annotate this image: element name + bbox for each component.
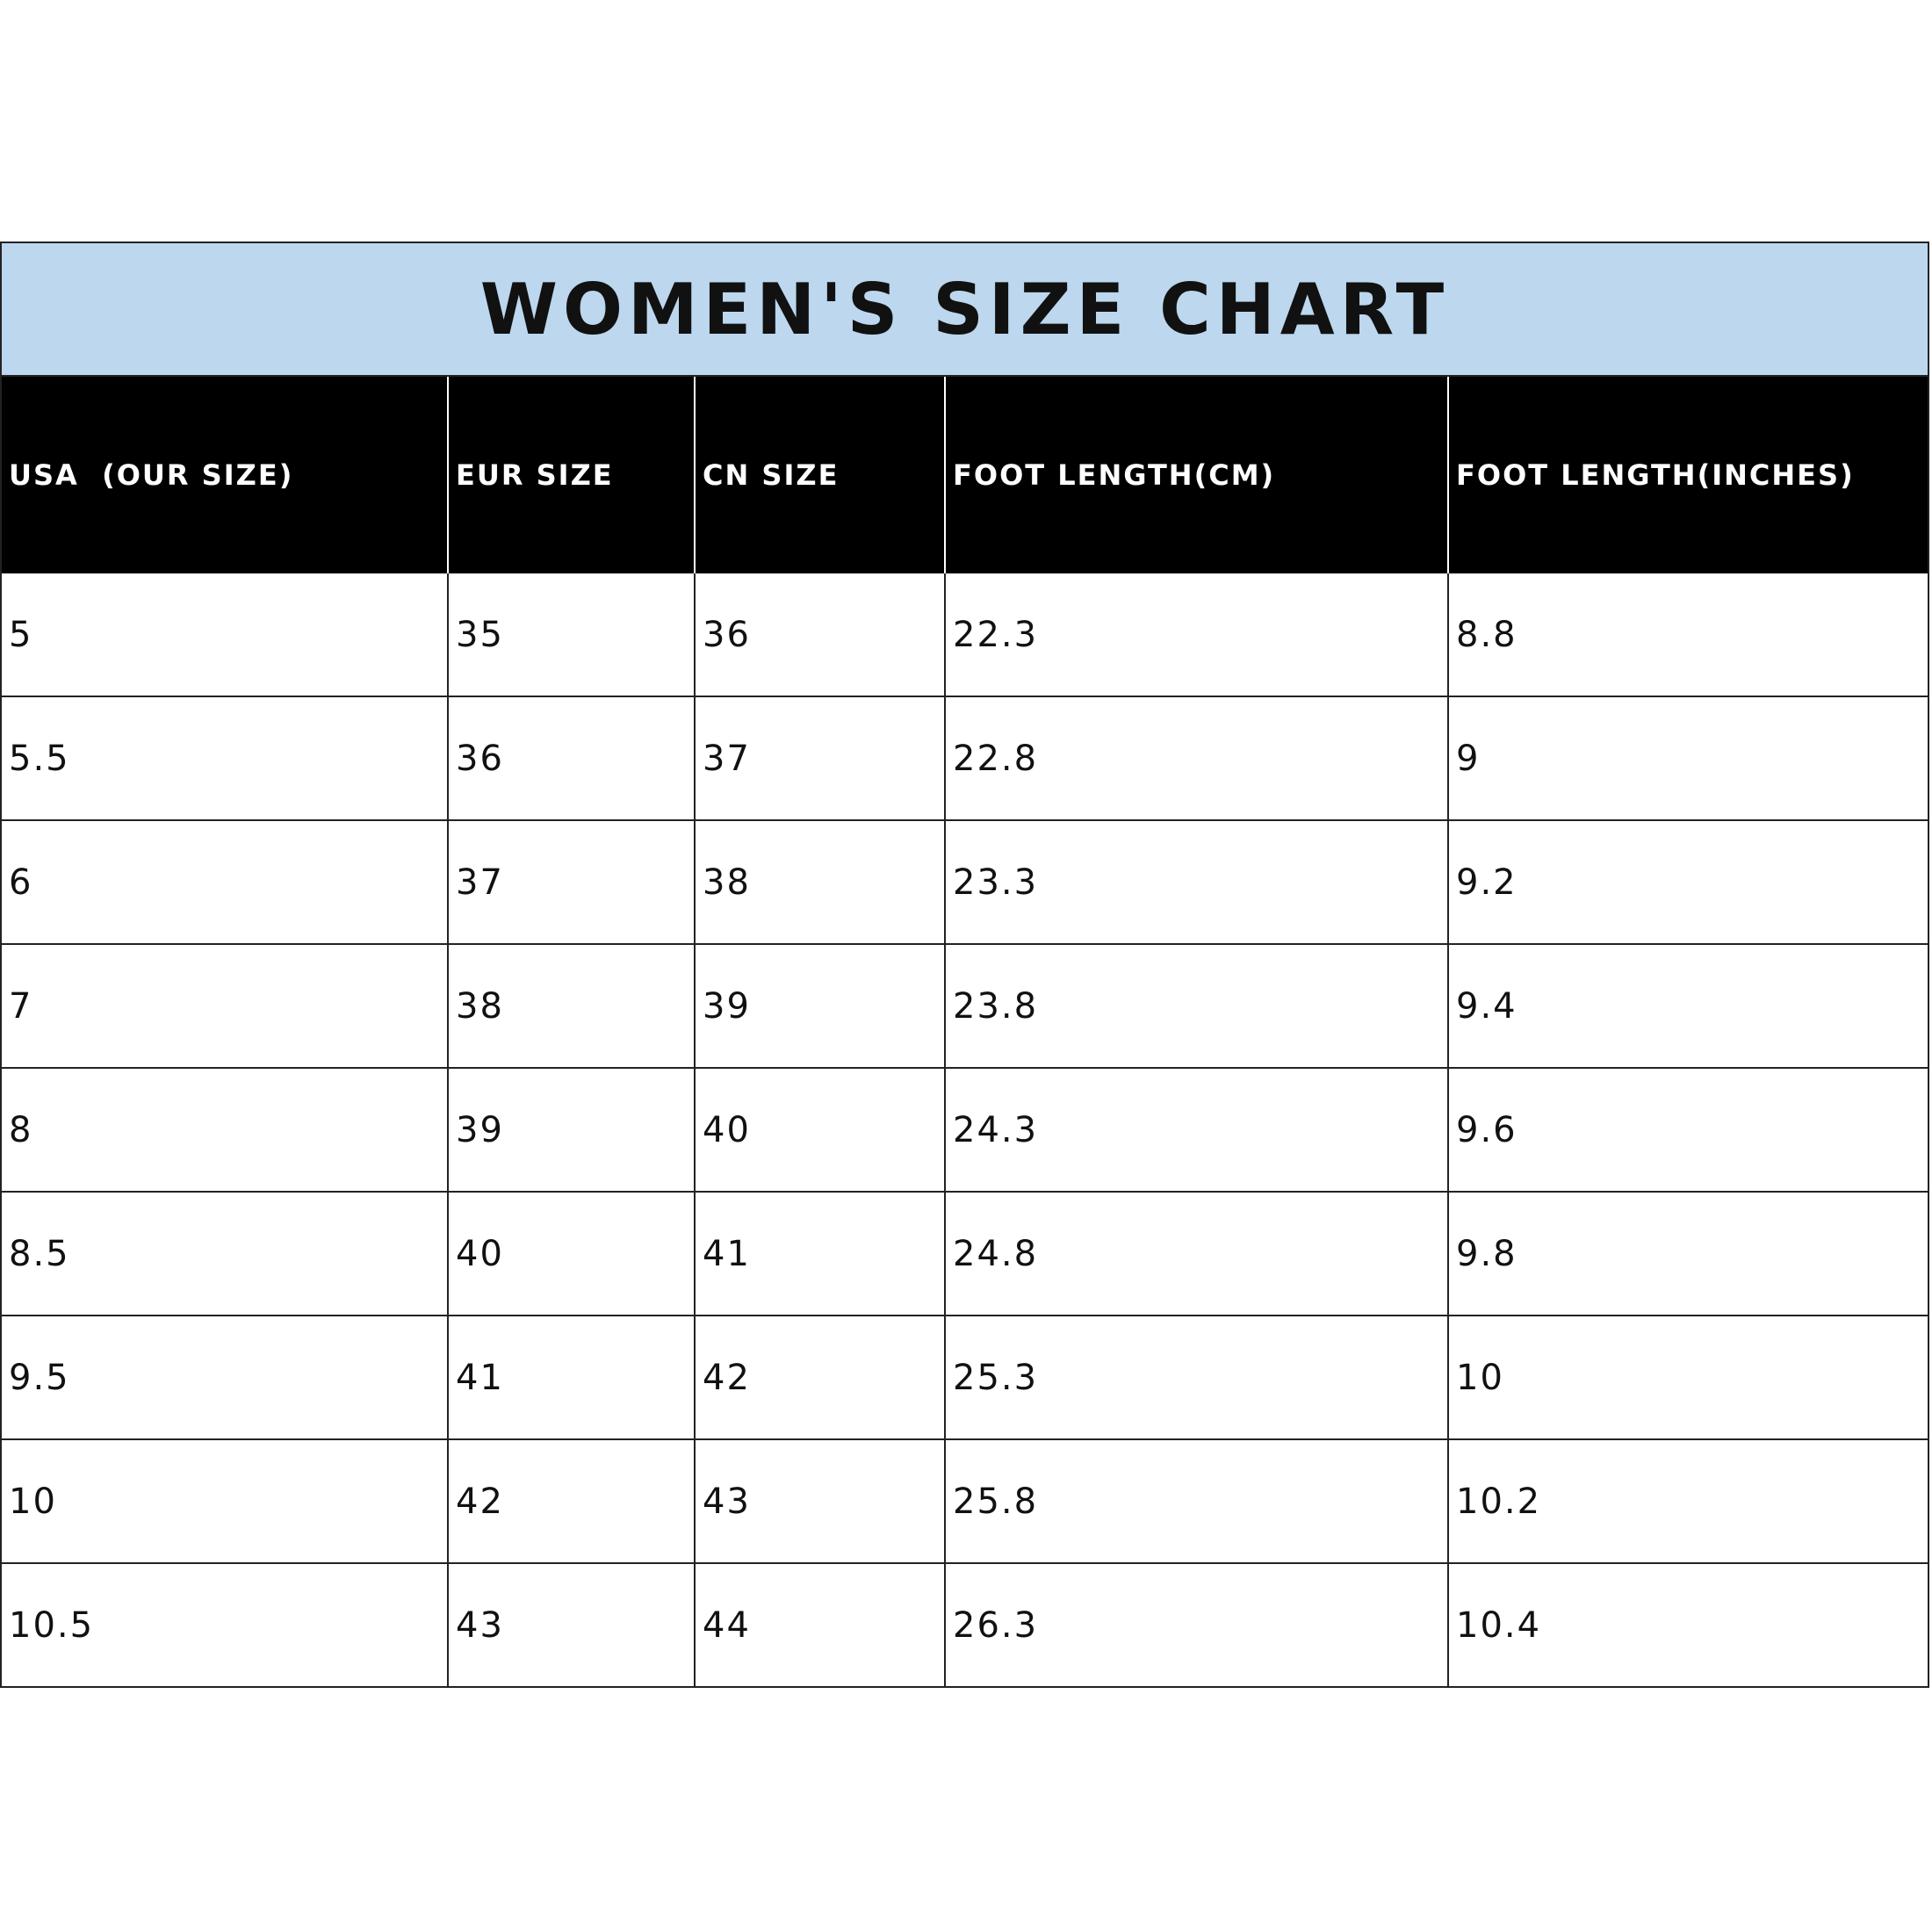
usa-size-cell: 9.5 [2,1316,448,1439]
column-header-foot-length-inches: FOOT LENGTH(INCHES) [1448,377,1928,573]
usa-size-cell: 10 [2,1439,448,1563]
foot-length-cm-cell: 23.3 [945,820,1448,944]
column-header-foot-length-cm: FOOT LENGTH(CM) [945,377,1448,573]
table-row [2,1068,1928,1192]
eur-size-cell: 42 [448,1439,695,1563]
cn-size-cell: 39 [695,944,945,1068]
eur-size-cell: 40 [448,1192,695,1316]
column-header-usa-size: USA (OUR SIZE) [2,377,448,573]
size-chart [0,242,1929,1688]
table-row [2,696,1928,820]
cn-size-cell: 41 [695,1192,945,1316]
cn-size-cell: 38 [695,820,945,944]
foot-length-cm-cell: 23.8 [945,944,1448,1068]
table-body [2,573,1928,1686]
table-header [2,377,1928,573]
eur-size-cell: 41 [448,1316,695,1439]
foot-length-cm-cell: 22.8 [945,696,1448,820]
table-row [2,820,1928,944]
eur-size-cell: 39 [448,1068,695,1192]
column-header-cn-size: CN SIZE [695,377,945,573]
foot-length-inches-cell: 9.4 [1448,944,1928,1068]
foot-length-cm-cell: 24.3 [945,1068,1448,1192]
foot-length-cm-cell: 22.3 [945,573,1448,696]
eur-size-cell: 38 [448,944,695,1068]
header-row [2,377,1928,573]
eur-size-cell: 43 [448,1563,695,1686]
title-band [2,243,1928,377]
foot-length-inches-cell: 10 [1448,1316,1928,1439]
eur-size-cell: 37 [448,820,695,944]
cn-size-cell: 42 [695,1316,945,1439]
foot-length-cm-cell: 25.8 [945,1439,1448,1563]
eur-size-cell: 36 [448,696,695,820]
foot-length-inches-cell: 9.8 [1448,1192,1928,1316]
foot-length-cm-cell: 26.3 [945,1563,1448,1686]
cn-size-cell: 43 [695,1439,945,1563]
foot-length-cm-cell: 25.3 [945,1316,1448,1439]
cn-size-cell: 37 [695,696,945,820]
foot-length-inches-cell: 9.2 [1448,820,1928,944]
usa-size-cell: 10.5 [2,1563,448,1686]
size-table [2,377,1928,1686]
foot-length-inches-cell: 10.4 [1448,1563,1928,1686]
usa-size-cell: 7 [2,944,448,1068]
foot-length-inches-cell: 9 [1448,696,1928,820]
foot-length-cm-cell: 24.8 [945,1192,1448,1316]
cn-size-cell: 36 [695,573,945,696]
usa-size-cell: 6 [2,820,448,944]
usa-size-cell: 5.5 [2,696,448,820]
cn-size-cell: 44 [695,1563,945,1686]
foot-length-inches-cell: 8.8 [1448,573,1928,696]
foot-length-inches-cell: 9.6 [1448,1068,1928,1192]
table-row [2,1192,1928,1316]
usa-size-cell: 5 [9,614,33,655]
column-header-eur-size: EUR SIZE [448,377,695,573]
table-row [2,1316,1928,1439]
table-row [2,944,1928,1068]
table-row [2,1563,1928,1686]
cn-size-cell: 40 [695,1068,945,1192]
usa-size-cell: 8.5 [2,1192,448,1316]
foot-length-inches-cell: 10.2 [1448,1439,1928,1563]
usa-size-cell: 8 [2,1068,448,1192]
table-row [2,1439,1928,1563]
chart-title: WOMEN'S SIZE CHART [479,268,1450,350]
eur-size-cell: 35 [448,573,695,696]
table-row [2,573,1928,696]
